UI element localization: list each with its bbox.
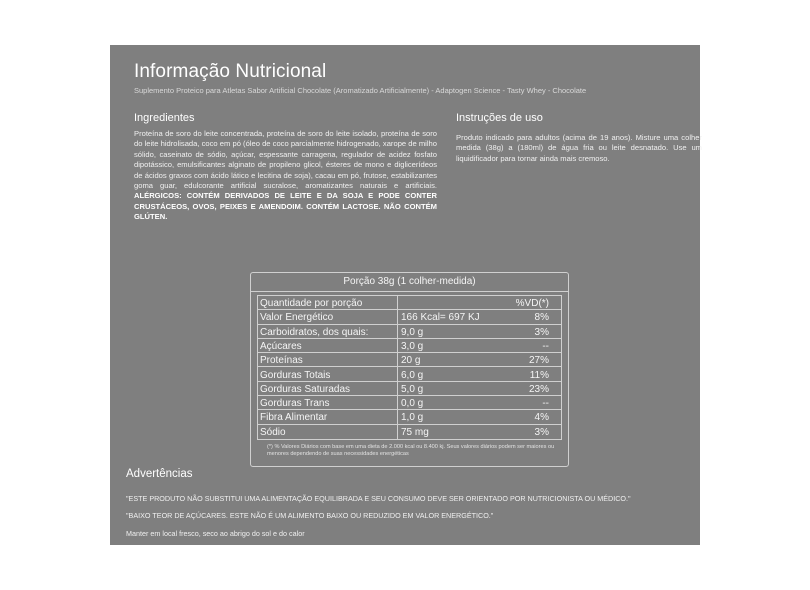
row-amount: 6,0 g bbox=[401, 369, 424, 381]
warning-line-2: "BAIXO TEOR DE AÇÚCARES. ESTE NÃO É UM ALIMENTO BAIXO OU REDUZIDO EM VALOR ENERGÉTICO." bbox=[126, 511, 494, 520]
warning-line-1: "ESTE PRODUTO NÃO SUBSTITUI UMA ALIMENTAÇÃO EQUILIBRADA E SEU CONSUMO DEVE SER ORIENTADO POR NUTRICIONISTA OU MÉDICO." bbox=[126, 494, 631, 503]
product-subtitle: Suplemento Proteico para Atletas Sabor Artificial Chocolate (Aromatizado Artificialmente) - Adaptogen Science - Tasty Whey - Chocolate bbox=[134, 86, 587, 95]
row-amount: 5,0 g bbox=[401, 383, 424, 395]
table-row bbox=[258, 410, 561, 424]
header-vd: %VD(*) bbox=[515, 298, 549, 309]
table-row bbox=[258, 310, 561, 324]
row-label: Fibra Alimentar bbox=[260, 412, 328, 424]
row-label: Valor Energético bbox=[260, 312, 334, 324]
table-row bbox=[258, 325, 561, 339]
row-vd: 8% bbox=[534, 312, 549, 324]
allergens-text: ALÉRGICOS: CONTÉM DERIVADOS DE LEITE E DA SOJA E PODE CONTER CRUSTÁCEOS, OVOS, PEIXES E AMENDOIM. CONTÉM LACTOSE. NÃO CONTÉM GLÚTEN. bbox=[134, 191, 437, 222]
row-label: Gorduras Trans bbox=[260, 398, 330, 410]
table-row bbox=[258, 425, 561, 438]
table-row bbox=[258, 382, 561, 396]
ingredients-text bbox=[134, 129, 437, 223]
row-vd: -- bbox=[542, 398, 549, 410]
table-row bbox=[258, 396, 561, 410]
row-amount: 1,0 g bbox=[401, 412, 424, 424]
warnings-heading: Advertências bbox=[126, 468, 193, 480]
nutrition-table bbox=[250, 272, 569, 467]
table-header-row bbox=[258, 296, 561, 310]
table-row bbox=[258, 339, 561, 353]
portion-size: Porção 38g (1 colher-medida) bbox=[251, 273, 568, 292]
table-row bbox=[258, 368, 561, 382]
instructions-text: Produto indicado para adultos (acima de 19 anos). Misture uma colher medida (38g) a (180ml) de água fria ou leite desnatado. Use um liquidificador para tornar ainda mais cremoso. bbox=[456, 133, 702, 163]
header-label: Quantidade por porção bbox=[260, 298, 363, 309]
row-vd: 3% bbox=[534, 326, 549, 338]
row-label: Carboidratos, dos quais: bbox=[260, 326, 369, 338]
row-label: Açúcares bbox=[260, 340, 302, 352]
ingredients-body: Proteína de soro do leite concentrada, proteína de soro do leite isolado, proteína de soro do leite hidrolisada, coco em pó (óleo de coco parcialmente hidrogenado, xarope de milho sólido, caseinato de sódio, açúcar, espessante carragena, regulador de acidez fosfato dipotássico, emulsificantes alginato de propileno glicol, ésteres de mono e diglicerídeos de ácidos graxos com ácido lático e lecitina de soja), cacau em pó, frutose, estabilizantes goma guar, edulcorante artificial sucralose, aromatizantes naturais e artificiais. bbox=[134, 129, 437, 191]
table-row bbox=[258, 353, 561, 367]
row-amount: 9,0 g bbox=[401, 326, 424, 338]
daily-value-footnote: (*) % Valores Diários com base em uma dieta de 2.000 kcal ou 8.400 kj. Seus valores diários podem ser maiores ou menores dependendo de suas necessidades energéticas bbox=[267, 444, 555, 457]
column-divider bbox=[397, 296, 398, 439]
row-amount: 75 mg bbox=[401, 426, 429, 438]
page-title: Informação Nutricional bbox=[134, 61, 327, 82]
row-amount: 20 g bbox=[401, 355, 421, 367]
nutrition-label-panel bbox=[110, 45, 700, 545]
row-vd: 11% bbox=[529, 369, 549, 381]
nutrition-grid bbox=[257, 295, 562, 440]
row-label: Gorduras Totais bbox=[260, 369, 331, 381]
row-label: Proteínas bbox=[260, 355, 303, 367]
row-vd: -- bbox=[542, 340, 549, 352]
row-vd: 23% bbox=[528, 383, 549, 395]
ingredients-heading: Ingredientes bbox=[134, 112, 195, 124]
row-amount: 0,0 g bbox=[401, 398, 424, 410]
row-amount: 3,0 g bbox=[401, 340, 424, 352]
row-vd: 4% bbox=[534, 412, 549, 424]
row-label: Sódio bbox=[260, 426, 286, 438]
storage-note: Manter em local fresco, seco ao abrigo do sol e do calor bbox=[126, 529, 305, 538]
row-vd: 27% bbox=[528, 355, 549, 367]
row-amount: 166 Kcal= 697 KJ bbox=[401, 312, 480, 324]
instructions-heading: Instruções de uso bbox=[456, 112, 543, 124]
row-vd: 3% bbox=[534, 426, 549, 438]
row-label: Gorduras Saturadas bbox=[260, 383, 351, 395]
